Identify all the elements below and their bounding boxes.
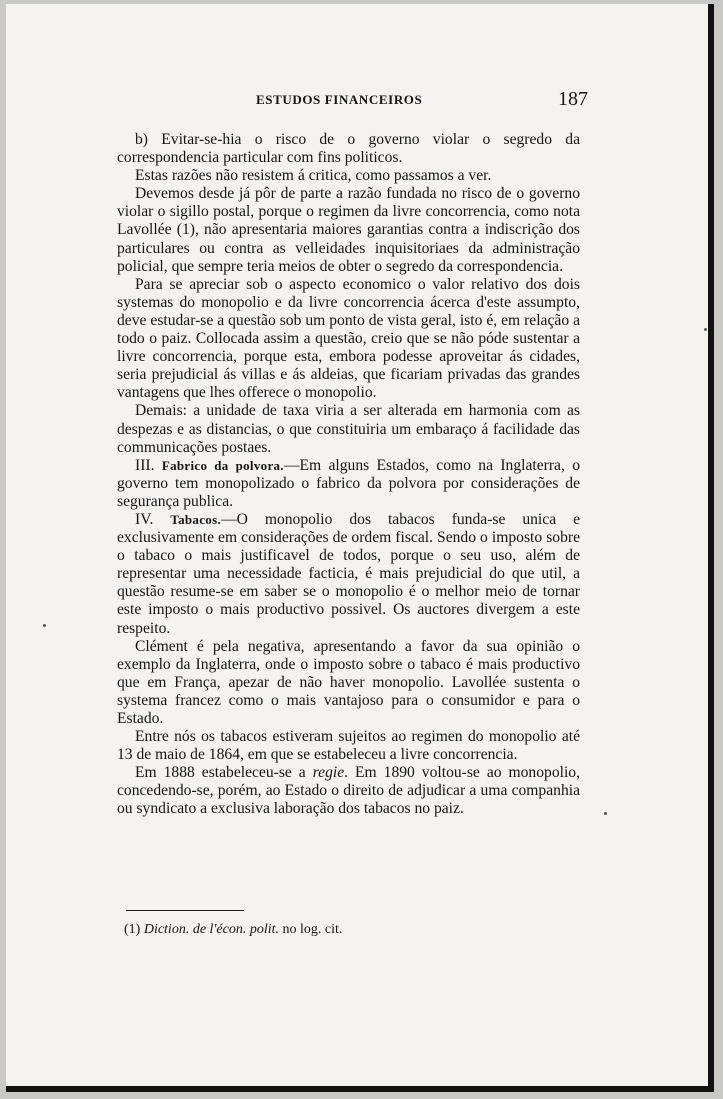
footnote [124, 922, 342, 938]
section-label: Fabrico da polvora. [161, 457, 284, 473]
paragraph: Para se apreciar sob o aspecto economico o valor relativo dos dois systemas do monopolio e da livre concorrencia ácerca d'este assumpto, deve estudar-se a questão sob um ponto de vista geral, isto é, em relação a todo o paiz. Collocada assim a questão, creio que se não póde sustentar a livre concorrencia, porque esta, embora podesse aproveitar ás cidades, seria prejudicial ás villas e ás aldeias, que ficariam privadas das grandes vantagens que lhes offerece o monopolio. [117, 275, 580, 402]
text-run: Em 1888 estabeleceu-se a [135, 764, 313, 782]
footnote-rest: no log. cit. [279, 922, 343, 937]
footnote-source: Diction. de l'écon. polit. [143, 922, 280, 937]
page-number: 187 [558, 88, 588, 110]
section-text: —O monopolio dos tabacos funda-se unica e exclusivamente em considerações de ordem fiscal. Sendo o imposto sobre o tabaco o mais justificavel de todos, porque o seu uso, além de representar uma necessidade facticia, é mais prejudicial do que util, a questão resume-se em saber se o monopolio é o melhor meio de tornar este imposto o mais productivo possivel. Os auctores divergem a este respeito. [117, 510, 580, 637]
section-text: —Em alguns Estados, como na Inglaterra, o governo tem monopolizado o fabrico da polvora por considerações de segurança publica. [117, 456, 581, 510]
footnote-marker: (1) [124, 922, 141, 937]
paragraph: Clément é pela negativa, apresentando a favor da sua opinião o exemplo da Inglaterra, onde o imposto sobre o tabaco é mais productivo que em França, apezar de não haver monopolio. Lavollée sustenta o systema francez como o mais vantajoso para o consumidor e para o Estado. [117, 637, 580, 727]
book-page [6, 4, 714, 1092]
section-iii-paragraph [117, 457, 580, 511]
page-header [256, 88, 596, 112]
section-iv-paragraph [117, 511, 580, 638]
paragraph: Demais: a unidade de taxa viria a ser alterada em harmonia com as despezas e as distancias, o que constituiria um embaraço á facilidade das communicações postaes. [117, 402, 580, 456]
section-numeral: III. [135, 456, 155, 474]
paper-speck [604, 812, 607, 815]
paragraph: Devemos desde já pôr de parte a razão fundada no risco de o governo violar o sigillo postal, porque o regimen da livre concorrencia, como nota Lavollée (1), não apresentaria maiores garantias contra a indiscrição dos particulares ou contra as velleidades inquisitoriaes da administração policial, que sempre teria meios de obter o segredo da correspondencia. [117, 185, 580, 275]
body-text [117, 131, 580, 819]
paragraph: Entre nós os tabacos estiveram sujeitos ao regimen do monopolio até 13 de maio de 1864, em que se estabeleceu a livre concorrencia. [117, 728, 580, 764]
footnote-rule [126, 910, 244, 911]
text-run: . Em 1890 voltou-se ao monopolio, concedendo-se, porém, ao Estado o direito de adjudicar a uma companhia ou syndicato a exclusiva laboração dos tabacos no paiz. [117, 764, 580, 818]
paragraph: b) Evitar-se-hia o risco de o governo violar o segredo da correspondencia particular com fins politicos. [117, 131, 580, 167]
running-title: ESTUDOS FINANCEIROS [256, 92, 423, 107]
section-label: Tabacos. [170, 511, 221, 527]
emphasis-regie: regie [312, 764, 345, 782]
paper-speck [43, 624, 46, 627]
paper-speck [704, 328, 707, 331]
last-paragraph [117, 764, 580, 818]
paragraph: Estas razões não resistem á critica, como passamos a ver. [135, 167, 492, 185]
section-numeral: IV. [135, 510, 154, 528]
